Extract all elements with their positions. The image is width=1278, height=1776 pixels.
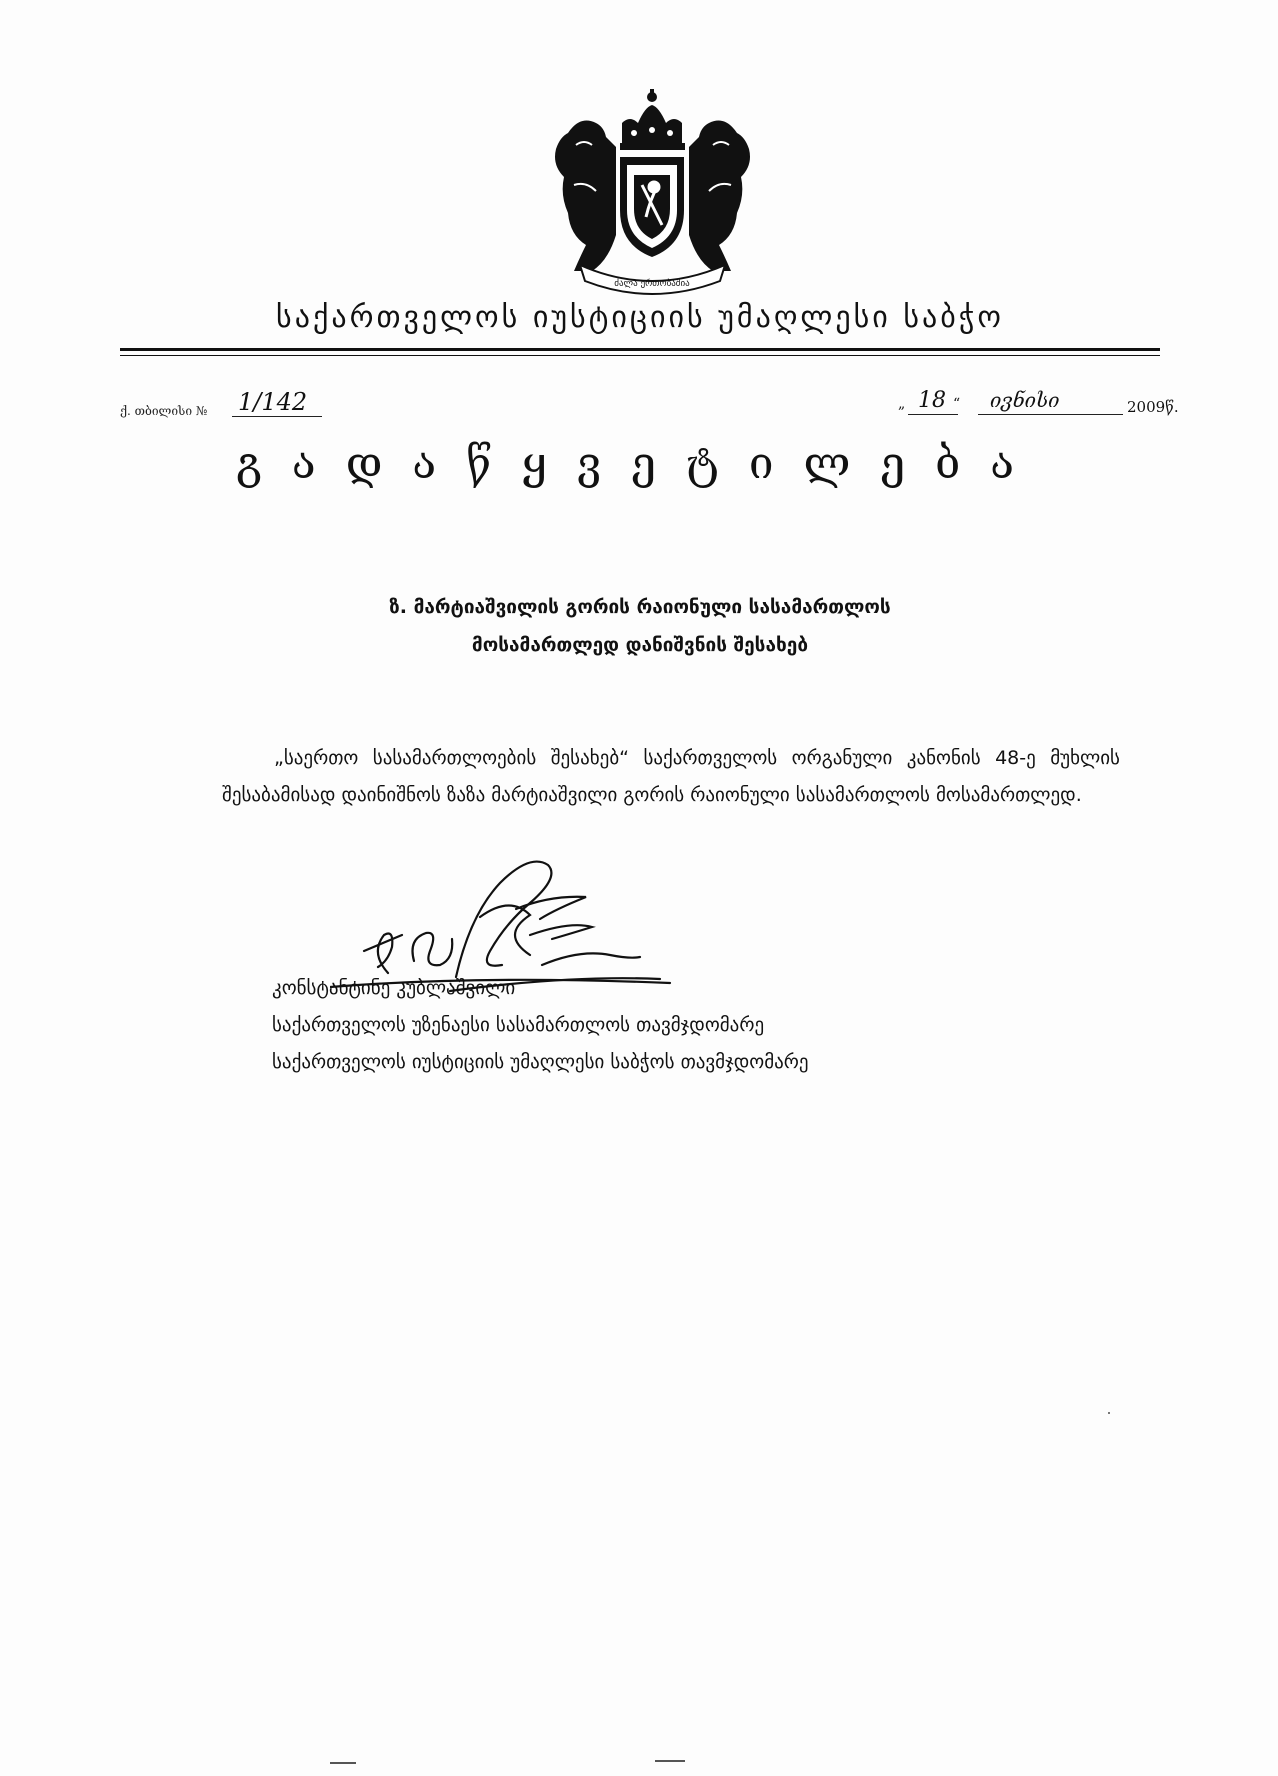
signatory-title-1: საქართველოს უზენაესი სასამართლოს თავმჯდომარე: [272, 1014, 765, 1036]
subject-line-2: მოსამართლედ დანიშვნის შესახებ: [471, 634, 809, 656]
document-number: 1/142: [238, 388, 308, 416]
decision-paragraph: „საერთო სასამართლოების შესახებ“ საქართველოს ორგანული კანონის 48-ე მუხლის შესაბამისად დაინიშნოს ზაზა მარტიაშვილი გორის რაიონული სასამართლოს მოსამართლედ.: [222, 747, 1120, 806]
motto-text: ძალა ერთობაშია: [614, 279, 690, 289]
scan-artifact-mark: [330, 1762, 356, 1764]
signatory-block: [272, 970, 809, 1081]
header-rule-thick: [120, 348, 1160, 351]
scan-artifact-mark: [655, 1760, 685, 1762]
header-rule-thin: [120, 355, 1160, 356]
scan-artifact-dot: [1108, 1412, 1110, 1414]
coat-of-arms-emblem: [530, 85, 775, 300]
date-year: 2009წ.: [1127, 398, 1179, 416]
date-month-underline: [978, 414, 1123, 415]
date-close-quote: “: [953, 396, 961, 412]
date-month: ივნისი: [990, 388, 1060, 412]
date-day: 18: [918, 388, 946, 413]
number-underline: [232, 416, 322, 417]
subject-line-1: ზ. მარტიაშვილის გორის რაიონული სასამართლოს: [389, 596, 891, 618]
document-type-heading: გადაწყვეტილება: [235, 438, 1044, 489]
signatory-name: კონსტანტინე კუბლაშვილი: [272, 977, 516, 999]
date-day-underline: [908, 414, 958, 415]
signatory-title-2: საქართველოს იუსტიციის უმაღლესი საბჭოს თავმჯდომარე: [272, 1051, 809, 1073]
organization-title: საქართველოს იუსტიციის უმაღლესი საბჭო: [276, 300, 1004, 335]
decision-body: [222, 740, 1120, 814]
document-subject: [140, 588, 1140, 664]
number-label: ქ. თბილისი №: [120, 404, 208, 418]
date-open-quote: „: [898, 396, 906, 412]
